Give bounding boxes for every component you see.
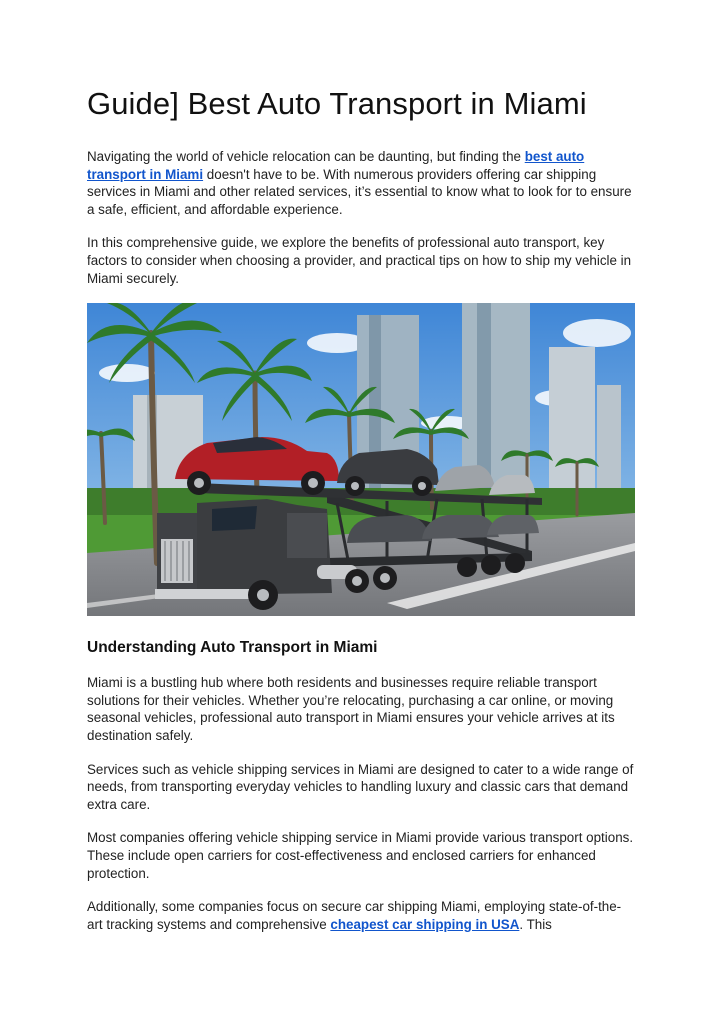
secure-shipping-paragraph [87,898,635,933]
best-auto-transport-link[interactable]: best auto transport in Miami [87,149,585,182]
car-carrier-truck-photo [87,303,635,616]
section-heading: Understanding Auto Transport in Miami [87,639,378,657]
intro-text-before: Navigating the world of vehicle relocation can be daunting, but finding the [87,149,525,164]
guide-overview-paragraph: In this comprehensive guide, we explore the benefits of professional auto transport, key factors to consider when choosing a provider, and practical tips on how to ship my vehicle in Miami securely. [87,235,632,286]
transport-options-paragraph: Most companies offering vehicle shipping service in Miami provide various transport options. These include open carriers for cost-effectiveness and enclosed carriers for enhanced protection. [87,830,634,881]
intro-paragraph [87,148,635,218]
miami-hub-paragraph: Miami is a bustling hub where both residents and businesses require reliable transport solutions for their vehicles. Whether you’re relocating, purchasing a car online, or moving seasonal vehicles, professional auto transport in Miami ensures your vehicle arrives at its destination safely. [87,675,615,743]
services-paragraph: Services such as vehicle shipping services in Miami are designed to cater to a wide range of needs, from transporting everyday vehicles to handling luxury and classic cars that demand extra care. [87,761,634,812]
secure-text-after: . This [519,916,552,932]
page-title: Guide] Best Auto Transport in Miami [87,86,587,121]
cheapest-car-shipping-link[interactable]: cheapest car shipping in USA [330,916,520,932]
secure-text-before: Additionally, some companies focus on secure car shipping Miami, employing state-of-the-art tracking systems and comprehensive [87,899,622,932]
intro-text-after: doesn't have to be. With numerous providers offering car shipping services in Miami and other related services, it’s essential to know what to look for to ensure a safe, efficient, and affordable experience. [87,166,632,217]
article-body [87,82,635,949]
